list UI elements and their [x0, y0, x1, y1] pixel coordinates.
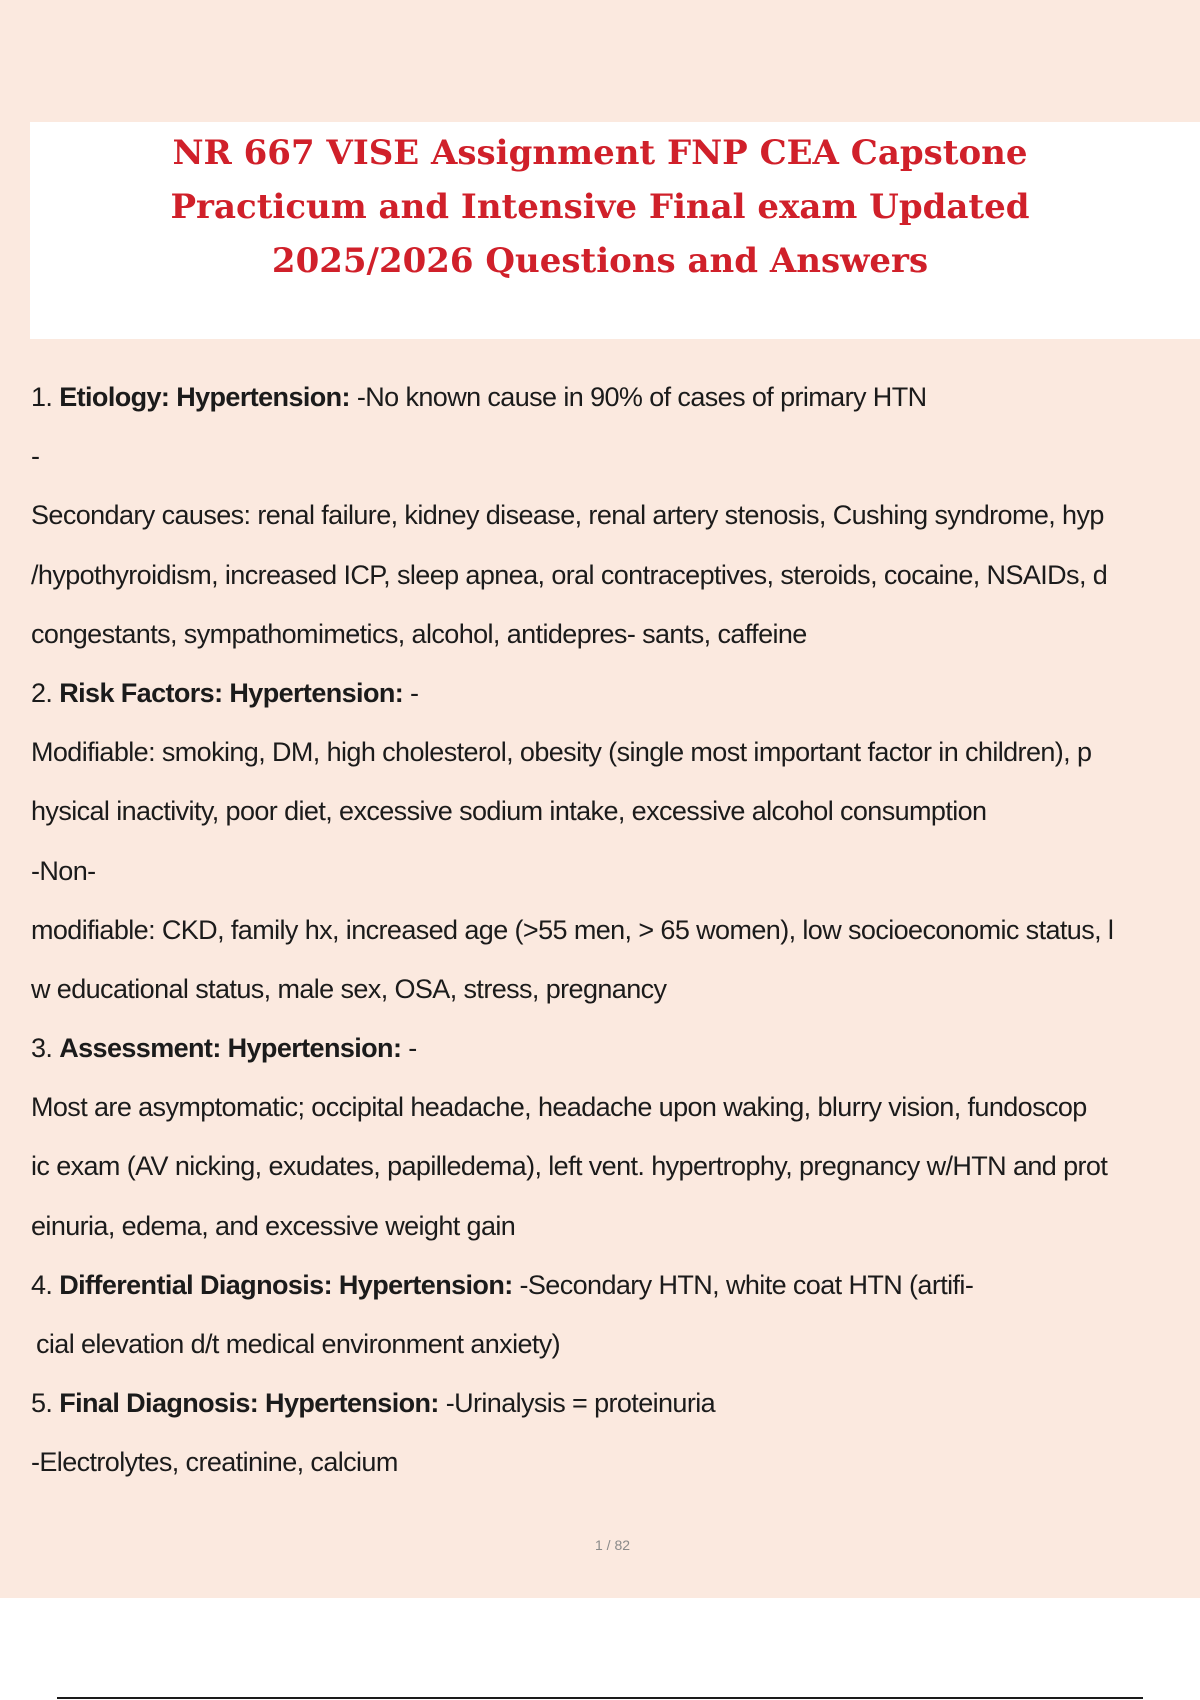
answer-text: -: [403, 677, 419, 708]
answer-line: -: [31, 441, 40, 472]
question-number: 1.: [31, 382, 60, 412]
question-4-heading: [31, 1256, 1200, 1315]
answer-line: congestants, sympathomimetics, alcohol, antidepres- sants, caffeine: [31, 618, 807, 649]
answer-line: /hypothyroidism, increased ICP, sleep apnea, oral contraceptives, steroids, cocaine, NSAIDs, d: [31, 559, 1108, 590]
question-label: Etiology: Hypertension:: [59, 382, 350, 412]
answer-line: Secondary causes: renal failure, kidney disease, renal artery stenosis, Cushing syndrome, hyp: [31, 500, 1104, 531]
answer-line: Most are asymptomatic; occipital headache, headache upon waking, blurry vision, fundoscop: [31, 1092, 1087, 1123]
page-indicator: 1 / 82: [594, 1537, 631, 1553]
question-label: Final Diagnosis: Hypertension:: [59, 1388, 439, 1419]
answer-line: modifiable: CKD, family hx, increased age (>55 men, > 65 women), low socioeconomic status, l: [31, 914, 1114, 945]
answer-line: -Electrolytes, creatinine, calcium: [31, 1447, 398, 1478]
divider: [57, 1697, 1143, 1699]
question-1-heading: [31, 368, 1200, 427]
question-5-heading: [31, 1374, 1200, 1433]
answer-text: -Secondary HTN, white coat HTN (artifi-: [512, 1269, 974, 1300]
question-number: 5.: [31, 1388, 60, 1419]
answer-text: -: [401, 1033, 417, 1064]
question-number: 4.: [31, 1269, 60, 1300]
answer-line: Modifiable: smoking, DM, high cholesterol, obesity (single most important factor in children), p: [31, 737, 1092, 768]
answer-text: -No known cause in 90% of cases of primary HTN: [349, 382, 927, 412]
question-label: Differential Diagnosis: Hypertension:: [59, 1269, 513, 1300]
answer-line: w educational status, male sex, OSA, stress, pregnancy: [31, 973, 667, 1004]
answer-line: ic exam (AV nicking, exudates, papilledema), left vent. hypertrophy, pregnancy w/HTN and prot: [31, 1151, 1108, 1182]
question-number: 2.: [31, 677, 60, 708]
question-3-heading: [31, 1019, 1200, 1078]
document-title: NR 667 VISE Assignment FNP CEA Capstone Practicum and Intensive Final exam Updated 2025/2026 Questions and Answers: [170, 133, 1030, 281]
question-2-heading: [31, 664, 1200, 723]
answer-line: cial elevation d/t medical environment anxiety): [36, 1329, 561, 1359]
answer-line: einuria, edema, and excessive weight gain: [31, 1210, 516, 1241]
qa-content: [31, 368, 1200, 1493]
question-number: 3.: [31, 1033, 60, 1064]
answer-text: -Urinalysis = proteinuria: [438, 1388, 716, 1419]
answer-line: -Non-: [31, 855, 96, 886]
title-box: [30, 122, 1200, 339]
question-label: Risk Factors: Hypertension:: [59, 677, 404, 708]
answer-line: hysical inactivity, poor diet, excessive sodium intake, excessive alcohol consumption: [31, 796, 987, 827]
question-label: Assessment: Hypertension:: [59, 1033, 402, 1064]
